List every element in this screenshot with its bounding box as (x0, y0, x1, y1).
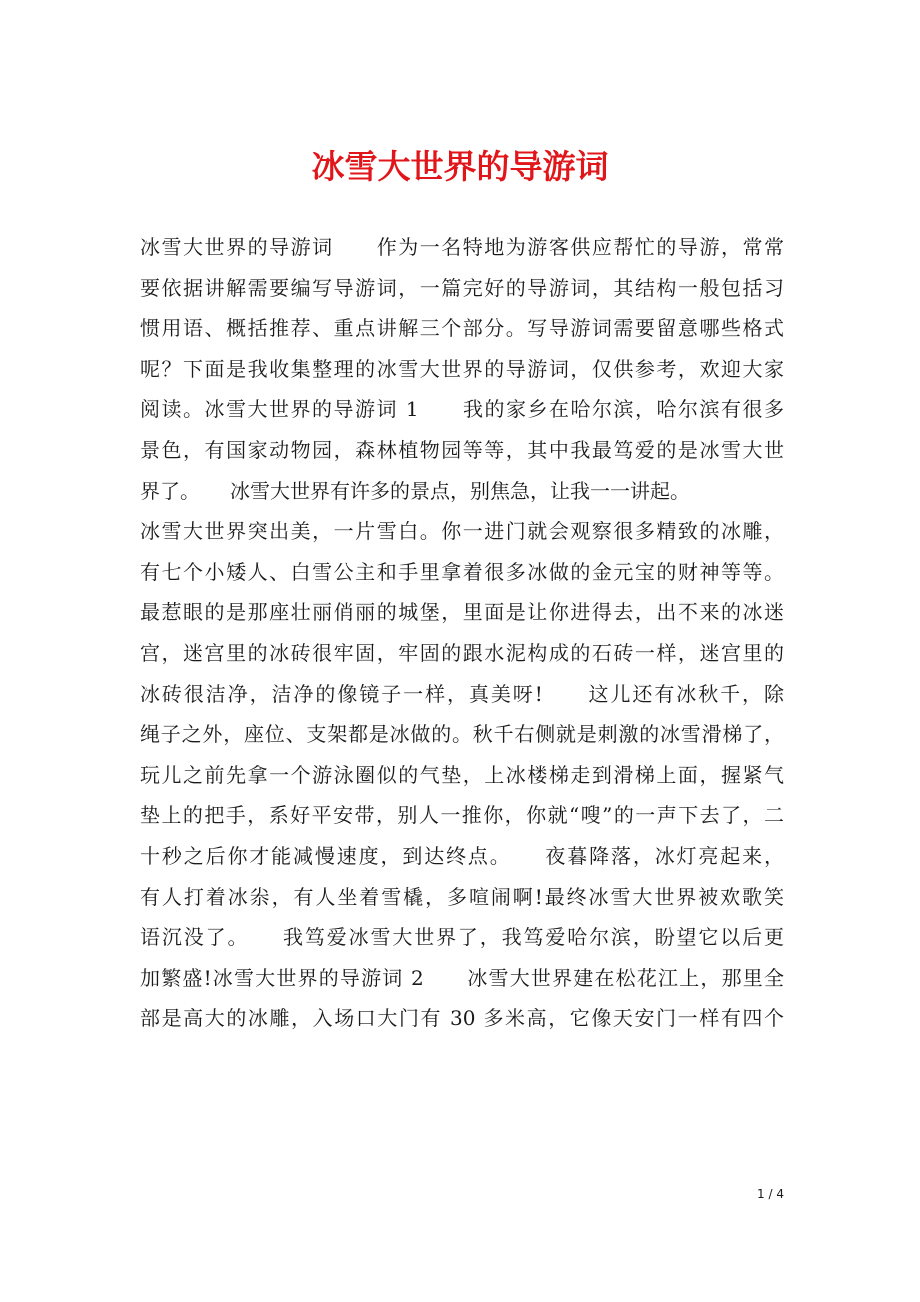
document-body (140, 227, 784, 1039)
text-line-2: 要依据讲解需要编写导游词，一篇完好的导游词，其结构一般包括习 (140, 275, 784, 300)
text-line-19: 加繁盛!冰雪大世界的导游词 2 冰雪大世界建在松花江上，那里全 (140, 965, 784, 990)
text-line-18: 语沉没了。 我笃爱冰雪大世界了，我笃爱哈尔滨，盼望它以后更 (140, 925, 784, 950)
text-line-4: 呢？下面是我收集整理的冰雪大世界的导游词，仅供参考，欢迎大家 (140, 356, 784, 381)
text-line-3: 惯用语、概括推荐、重点讲解三个部分。写导游词需要留意哪些格式 (140, 316, 784, 341)
text-line-8: 冰雪大世界突出美，一片雪白。你一进门就会观察很多精致的冰雕， (140, 519, 784, 544)
text-line-6: 景色，有国家动物园，森林植物园等等，其中我最笃爱的是冰雪大世 (140, 437, 784, 462)
text-line-9: 有七个小矮人、白雪公主和手里拿着很多冰做的金元宝的财神等等。 (140, 559, 784, 584)
text-line-20: 部是高大的冰雕，入场口大门有 30 多米高，它像天安门一样有四个 (140, 1006, 784, 1031)
document-title: 冰雪大世界的导游词 (311, 147, 609, 186)
text-line-5: 阅读。冰雪大世界的导游词 1 我的家乡在哈尔滨，哈尔滨有很多 (140, 397, 784, 422)
text-line-11: 宫，迷宫里的冰砖很牢固，牢固的跟水泥构成的石砖一样，迷宫里的 (140, 640, 784, 665)
page-number: 1 / 4 (757, 1187, 784, 1201)
text-line-16: 十秒之后你才能减慢速度，到达终点。 夜暮降落，冰灯亮起来， (140, 843, 784, 868)
text-line-1: 冰雪大世界的导游词 作为一名特地为游客供应帮忙的导游，常常 (140, 235, 784, 259)
text-line-14: 玩儿之前先拿一个游泳圈似的气垫，上冰楼梯走到滑梯上面，握紧气 (140, 762, 784, 787)
text-line-13: 绳子之外，座位、支架都是冰做的。秋千右侧就是刺激的冰雪滑梯了， (140, 722, 784, 747)
text-line-10: 最惹眼的是那座壮丽俏丽的城堡，里面是让你进得去，出不来的冰迷 (140, 600, 784, 625)
text-line-7: 界了。 冰雪大世界有许多的景点，别焦急，让我一一讲起。 (140, 478, 690, 503)
text-line-15: 垫上的把手，系好平安带，别人一推你，你就“嗖”的一声下去了，二 (140, 803, 784, 828)
text-line-17: 有人打着冰尜，有人坐着雪橇，多喧闹啊!最终冰雪大世界被欢歌笑 (140, 884, 784, 909)
text-line-12: 冰砖很洁净，洁净的像镜子一样，真美呀! 这儿还有冰秋千，除 (140, 681, 784, 706)
